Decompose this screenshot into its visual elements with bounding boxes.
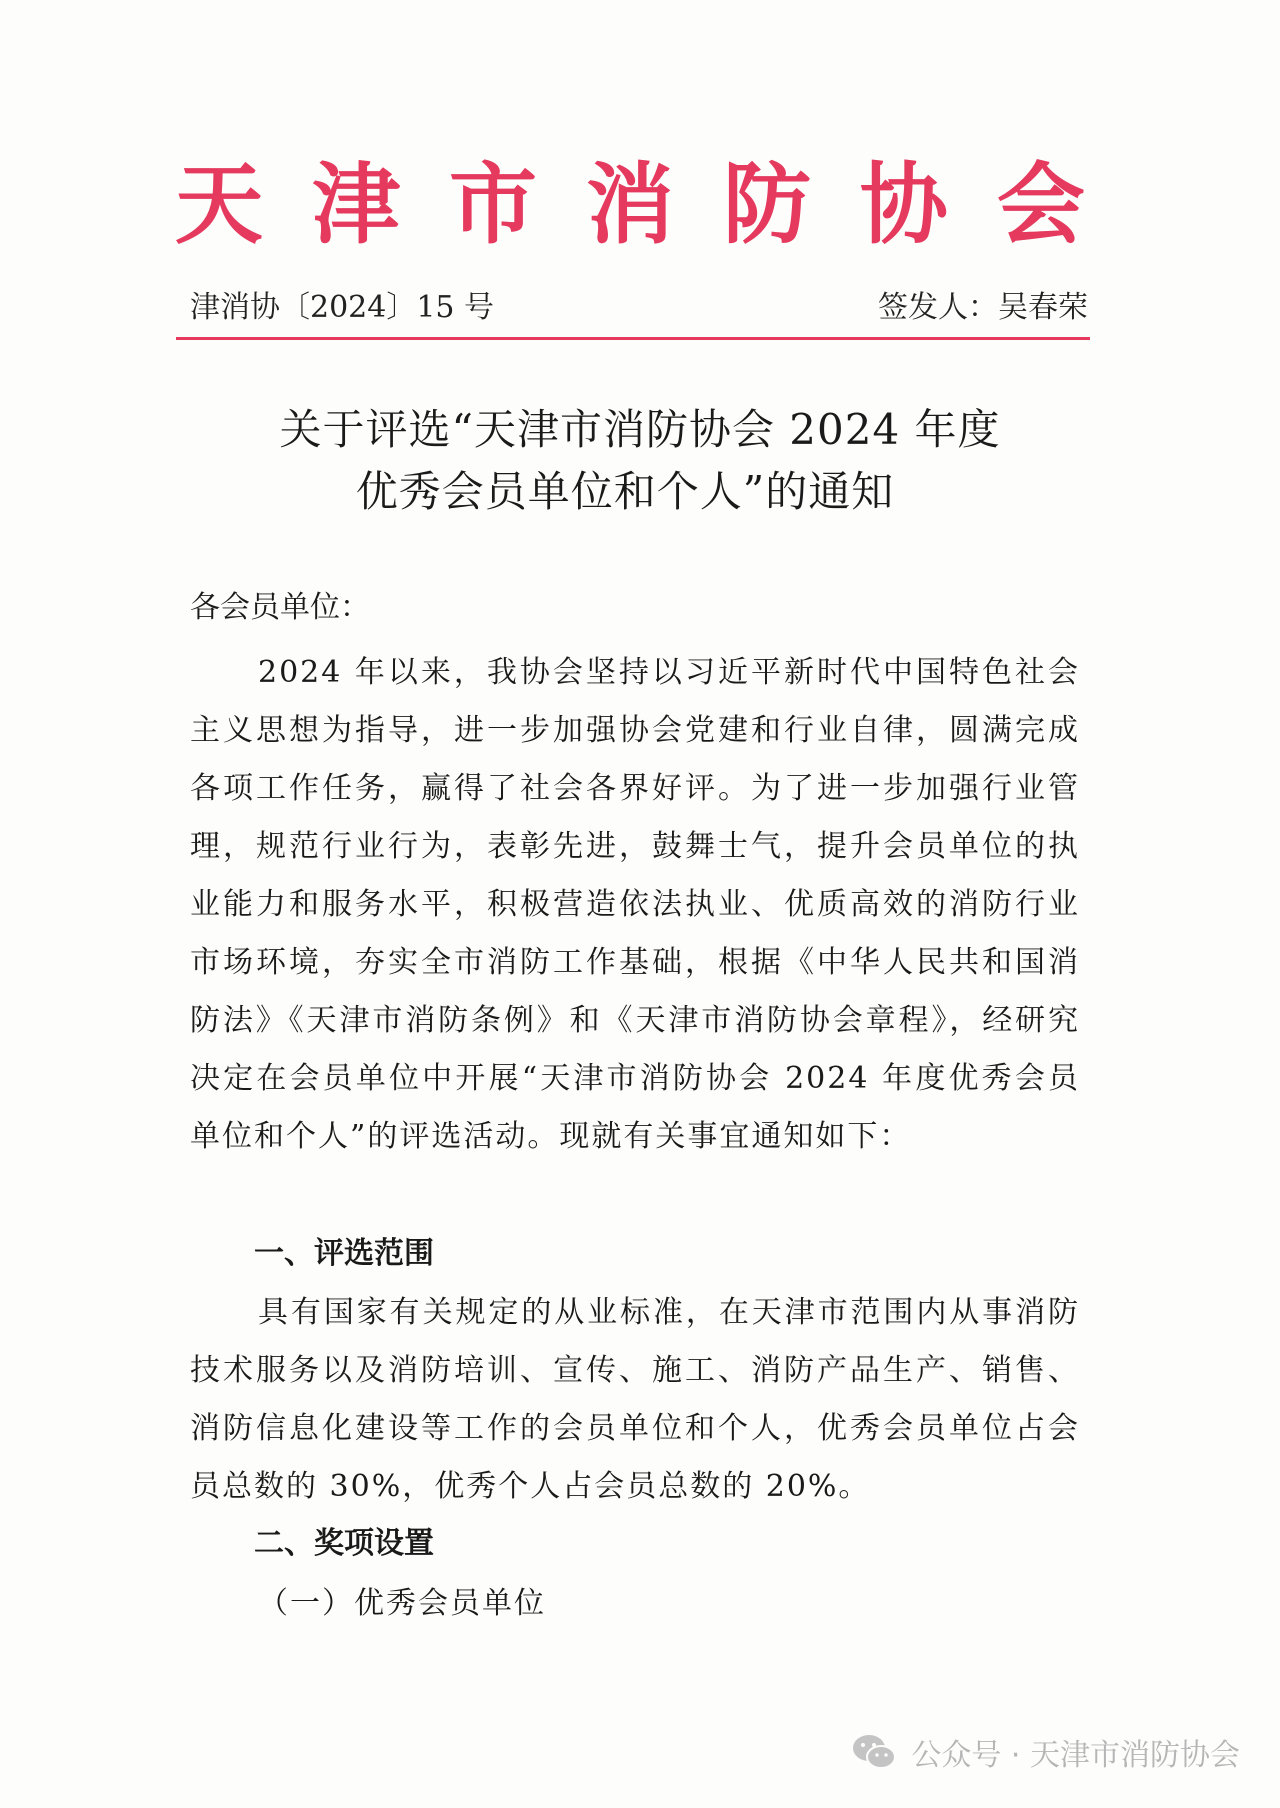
org-title-char: 津	[311, 153, 400, 256]
org-title-char: 市	[448, 153, 537, 256]
document-title-line-1: 关于评选“天津市消防协会 2024 年度	[279, 405, 1001, 454]
org-title-char: 消	[585, 153, 674, 256]
document-number: 津消协〔2024〕15 号	[190, 290, 495, 325]
organization-title	[175, 150, 1085, 260]
watermark-text: 公众号 · 天津市消防协会	[911, 1738, 1240, 1773]
section-heading: 二、奖项设置	[254, 1526, 434, 1561]
sub-item: （一）优秀会员单位	[258, 1586, 546, 1621]
salutation: 各会员单位：	[190, 590, 370, 625]
document-title-line-2: 优秀会员单位和个人”的通知	[355, 467, 895, 516]
body-paragraph: 2024 年以来，我协会坚持以习近平新时代中国特色社会主义思想为指导，进一步加强协会党建和行业自律，圆满完成各项工作任务，赢得了社会各界好评。为了进一步加强行业管理，规范行业行为，表彰先进，鼓舞士气，提升会员单位的执业能力和服务水平，积极营造依法执业、优质高效的消防行业市场环境，夯实全市消防工作基础，根据《中华人民共和国消防法》《天津市消防条例》和《天津市消防协会章程》，经研究决定在会员单位中开展“天津市消防协会 2024 年度优秀会员单位和个人”的评选活动。现就有关事宜通知如下：	[190, 655, 1080, 1154]
org-title-char: 防	[722, 153, 811, 256]
body-paragraph: 具有国家有关规定的从业标准，在天津市范围内从事消防技术服务以及消防培训、宣传、施工、消防产品生产、销售、消防信息化建设等工作的会员单位和个人，优秀会员单位占会员总数的 30%，优秀个人占会员总数的 20%。	[190, 1295, 1080, 1504]
section-heading: 一、评选范围	[254, 1236, 434, 1271]
wechat-icon	[851, 1732, 897, 1772]
header-divider	[176, 337, 1090, 340]
org-title-char: 天	[175, 153, 264, 256]
watermark	[851, 1730, 1240, 1774]
org-title-char: 会	[996, 153, 1085, 256]
signer: 签发人：吴春荣	[878, 290, 1088, 325]
org-title-char: 协	[859, 153, 948, 256]
